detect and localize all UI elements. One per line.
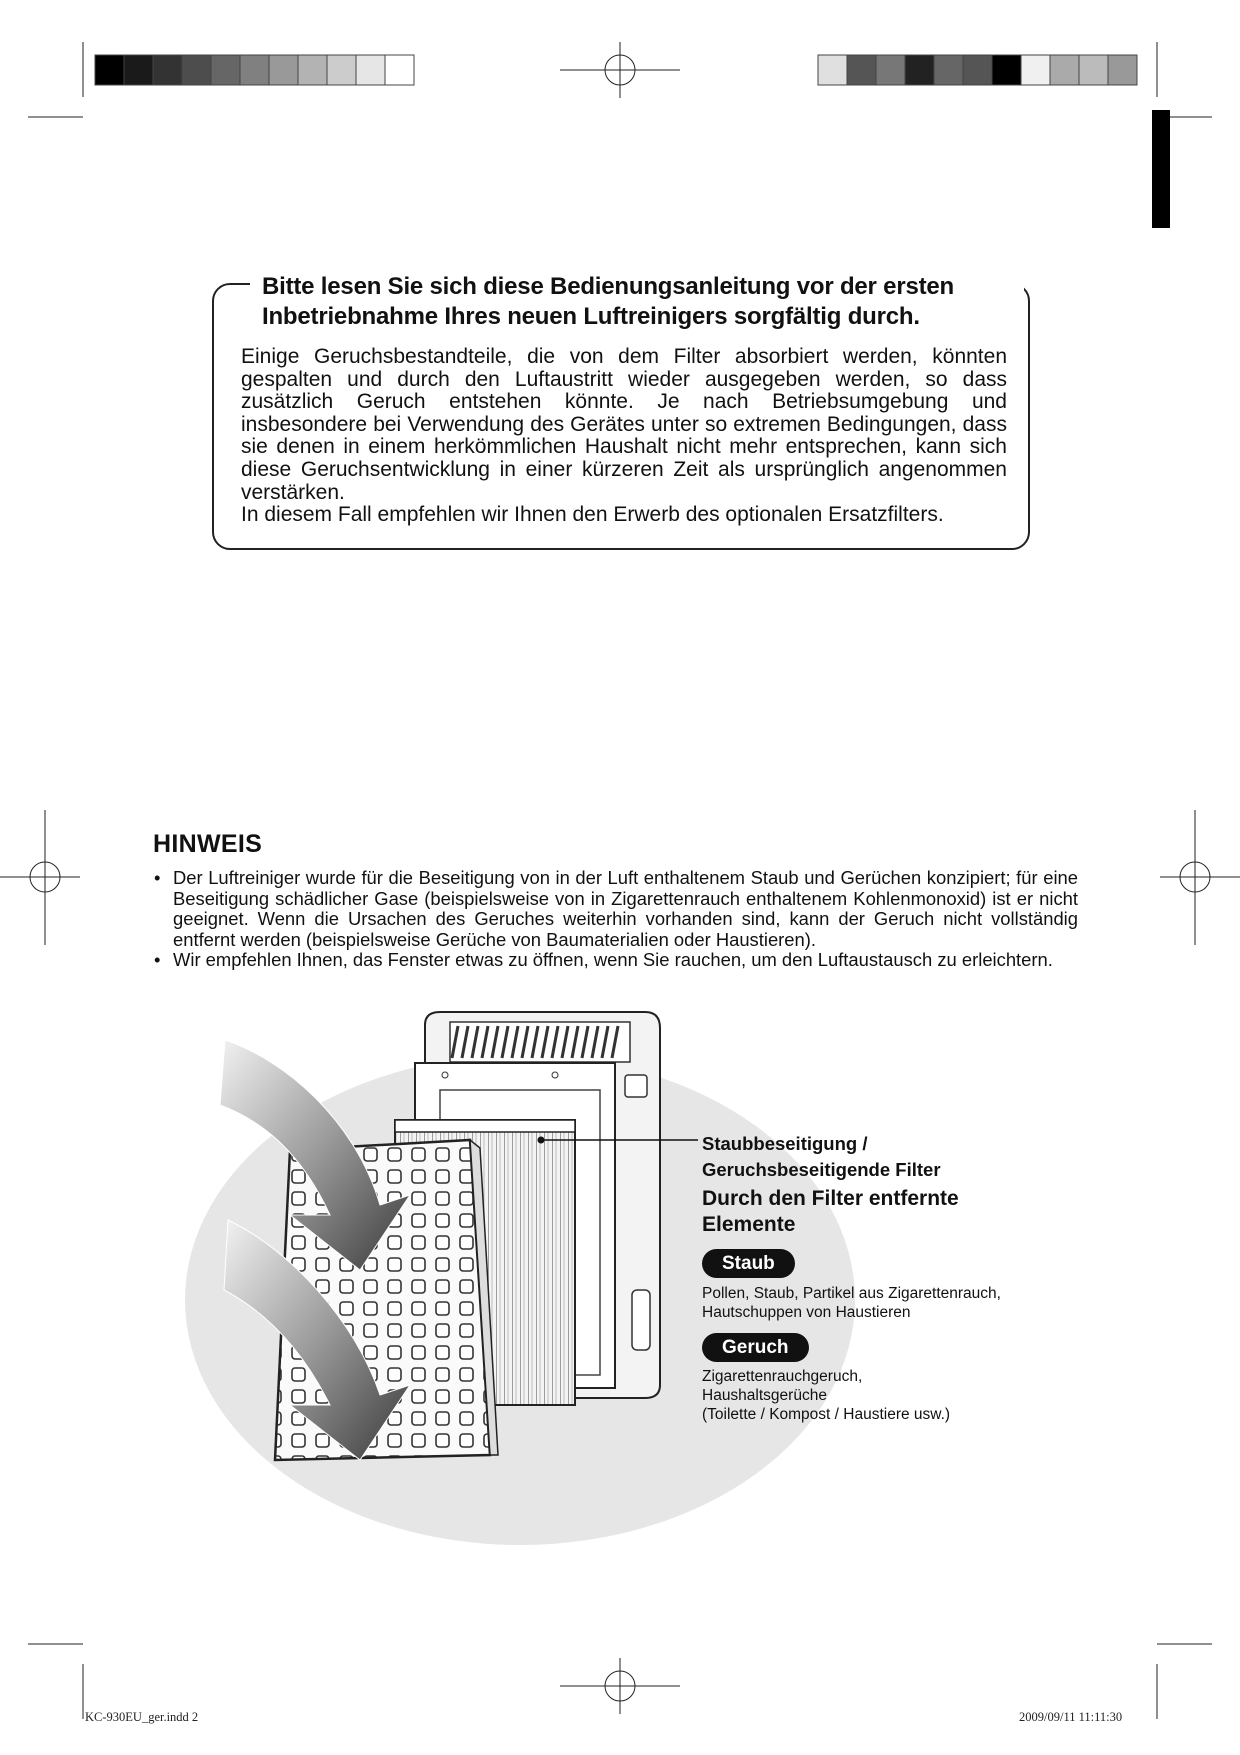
staub-description [702, 1284, 1122, 1322]
footer-timestamp: 2009/09/11 11:11:30 [1019, 1710, 1123, 1724]
intro-paragraph-2: In diesem Fall empfehlen wir Ihnen den Erwerb des optionalen Ersatzfilters. [241, 503, 944, 527]
intro-paragraph-1: Einige Geruchsbestandteile, die von dem Filter absorbiert werden, könnten gespalten und durch den Luftaustritt wieder ausgegeben werden, so dass zusätzlich Geruch entstehen könnte. Je nach Betriebsumgebung und insbesondere bei Verwendung des Gerätes unter so extremen Bedingungen, dass sie denen in einem herkömmlichen Haushalt nicht mehr entsprechen, kann sich diese Geruchsentwicklung in einer kürzeren Zeit als ursprünglich angenommen verstärken. [241, 345, 1007, 504]
staub-desc-line2: Hautschuppen von Haustieren [702, 1304, 911, 1321]
hinweis-item-2: • Wir empfehlen Ihnen, das Fenster etwas zu öffnen, wenn Sie rauchen, um den Luftaustausch zu erleichtern. [154, 950, 1078, 971]
staub-badge: Staub [702, 1249, 795, 1278]
geruch-desc-line2: Haushaltsgerüche [702, 1387, 827, 1404]
footer-file-name: KC-930EU_ger.indd 2 [85, 1710, 199, 1724]
filter-label-line2: Geruchsbeseitigende Filter [702, 1159, 941, 1180]
intro-title-line2: Inbetriebnahme Ihres neuen Luftreinigers sorgfältig durch. [262, 303, 920, 330]
hinweis-item-1: • Der Luftreiniger wurde für die Beseitigung von in der Luft enthaltenem Staub und Gerüchen konzipiert; für eine Beseitigung schädlicher Gase (beispielsweise von in Zigarettenrauch enthaltenem Kohlenmonoxid) ist er nicht geeignet. Wenn die Ursachen des Geruches weiterhin vorhanden sind, kann der Geruch nicht vollständig entfernt werden (beispielsweise Gerüche von Baumaterialien oder Haustieren). [154, 868, 1078, 950]
removed-title-line2: Elemente [702, 1213, 796, 1236]
staub-desc-line1: Pollen, Staub, Partikel aus Zigarettenrauch, [702, 1285, 1001, 1302]
intro-title-line1: Bitte lesen Sie sich diese Bedienungsanleitung vor der ersten [262, 273, 955, 300]
geruch-description [702, 1367, 1122, 1424]
removed-elements-title [702, 1186, 959, 1238]
removed-title-line1: Durch den Filter entfernte [702, 1187, 959, 1210]
hinweis-title: HINWEIS [153, 830, 263, 858]
geruch-desc-line1: Zigarettenrauchgeruch, [702, 1368, 863, 1385]
geruch-badge: Geruch [702, 1333, 809, 1362]
geruch-desc-line3: (Toilette / Kompost / Haustiere usw.) [702, 1406, 951, 1423]
filter-label-line1: Staubbeseitigung / [702, 1133, 868, 1154]
filter-label [702, 1131, 941, 1183]
